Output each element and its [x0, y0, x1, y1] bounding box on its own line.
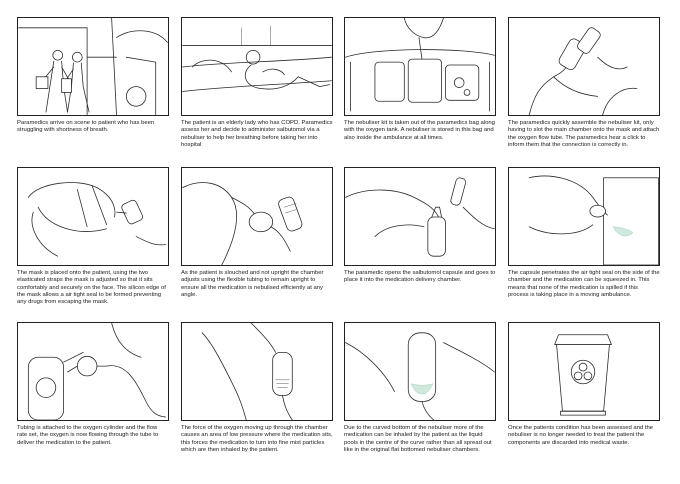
panel-illustration [508, 167, 660, 266]
panel-illustration [181, 167, 333, 266]
panel-caption: The force of the oxygen moving up through the chamber causes an area of low pressure where the medication sits, this forces the medication to turn into fine mist particles which are then inhaled by the patient. [181, 425, 333, 453]
chamber-upright-illustration [182, 168, 332, 265]
panel-caption: Once the patients condition has been assessed and the nebuliser is no longer needed to treat the patient the components are discarded into medical waste. [508, 425, 654, 446]
panel-caption: The capsule penetrates the air tight seal on the side of the chamber and the medication can be squeezed in. This means that none of the medication is spilled if this process is taking place in a moving ambulance. [508, 270, 660, 298]
panel-caption: As the patient is slouched and not upright the chamber adjusts using the flexible tubing to remain upright to ensure all the medication is nebulised efficiently at any angle. [181, 270, 324, 298]
panel-caption: The paramedics quickly assemble the nebuliser kit, only having to slot the main chamber onto the mask and attach the oxygen flow tube. The paramedics hear a click to inform them that the connection is correctly in. [508, 120, 660, 148]
panel-illustration [181, 322, 333, 421]
paramedic-bag-illustration [345, 18, 495, 115]
panel-illustration [344, 17, 496, 116]
biohazard-icon [571, 360, 595, 384]
opening-capsule-illustration [345, 168, 495, 265]
panel-illustration [344, 167, 496, 266]
mask-placed-illustration [18, 168, 168, 265]
panel-illustration [181, 17, 333, 116]
panel-illustration [17, 322, 169, 421]
panel-illustration [17, 17, 169, 116]
curved-bottom-illustration [345, 323, 495, 420]
panel-caption: The nebuliser kit is taken out of the paramedics bag along with the oxygen tank. A nebuliser is stored in this bag and also inside the ambulance at all times. [344, 120, 495, 141]
panel-caption: The mask is placed onto the patient, using the two elasticated straps the mask is adjusted so that it sits comfortably and securely on the face. The silicon edge of the mask allows a air tight seal to be formed preventing any drugs from escaping the mask. [17, 270, 166, 306]
patient-on-sofa-illustration [182, 18, 332, 115]
capsule-squeeze-illustration [509, 168, 659, 265]
panel-illustration [344, 322, 496, 421]
panel-caption: The paramedic opens the salbutomol capsule and goes to place it into the medication delivery chamber. [344, 270, 496, 284]
panel-caption: Paramedics arrive on scene to patient who has been struggling with shortness of breath. [17, 120, 155, 134]
panel-caption: The patient is an elderly lady who has COPD. Paramedics assess her and decide to administer salbutomol via a nebuliser to help her breathing before taking her into hospital [181, 120, 333, 148]
panel-caption: Tubing is attached to the oxygen cylinder and the flow rate set, the oxygen is now flowing through the tube to deliver the medication to the patient. [17, 425, 159, 446]
panel-illustration [508, 322, 660, 421]
medical-waste-bin-illustration [509, 323, 659, 420]
panel-illustration [17, 167, 169, 266]
panel-illustration [508, 17, 660, 116]
paramedics-arriving-illustration [18, 18, 168, 115]
assembling-kit-illustration [509, 18, 659, 115]
oxygen-cylinder-illustration [18, 323, 168, 420]
panel-caption: Due to the curved bottom of the nebuliser more of the medication can be inhaled by the patient as the liquid pools in the centre of the curve rather than all spread out like in the original flat bottomed nebuliser chambers. [344, 425, 492, 453]
mist-particles-illustration [182, 323, 332, 420]
